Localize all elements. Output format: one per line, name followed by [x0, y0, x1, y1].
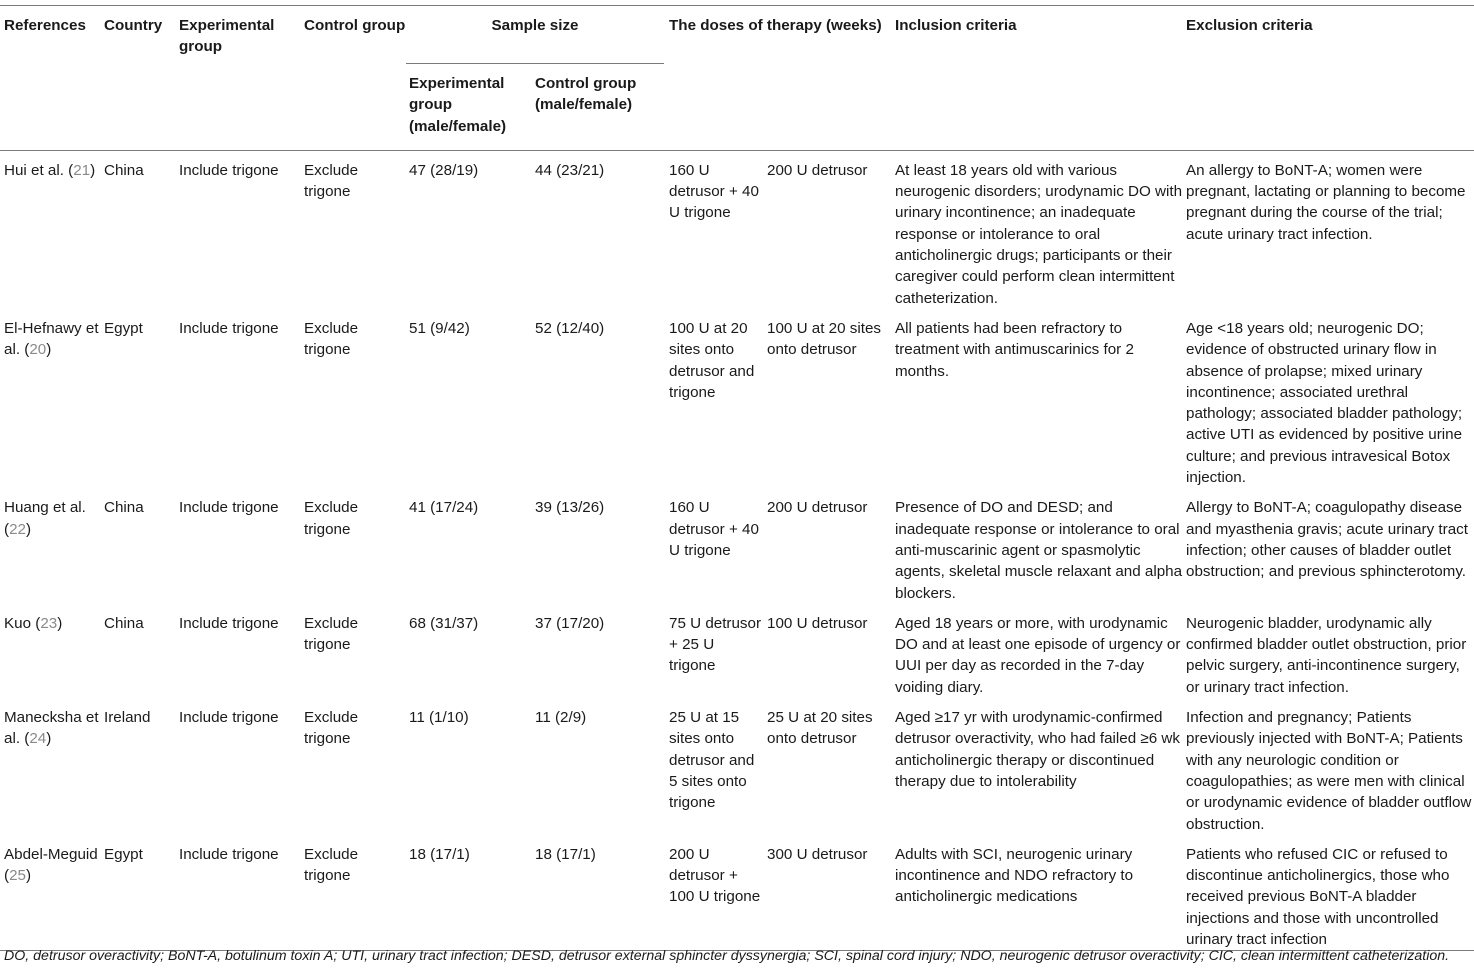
- cell-country: China: [104, 499, 144, 517]
- cell-reference: [0, 309, 100, 488]
- cell-sample-experimental: 47 (28/19): [409, 161, 479, 179]
- cell-dose-experimental: 160 U detrusor + 40 U trigone: [669, 161, 759, 222]
- cell-experimental-group: Include trigone: [179, 161, 279, 179]
- reference-number-link[interactable]: 23: [40, 614, 58, 632]
- table-row: [0, 604, 1474, 698]
- reference-number-link[interactable]: 24: [29, 730, 47, 748]
- header-country: Country: [100, 6, 175, 150]
- cell-sample-control: 11 (2/9): [535, 709, 587, 727]
- reference-close: ): [25, 520, 32, 538]
- cell-reference: [0, 698, 100, 835]
- cell-country: Egypt: [104, 845, 143, 863]
- header-references: References: [0, 6, 100, 150]
- reference-name: El-Hefnawy et al. (: [4, 319, 99, 359]
- cell-reference: [0, 150, 100, 309]
- cell-dose-control: 25 U at 20 sites onto detrusor: [767, 709, 873, 748]
- cell-dose-control: 200 U detrusor: [767, 161, 868, 179]
- reference-close: ): [57, 614, 63, 632]
- cell-country: China: [104, 614, 144, 632]
- header-inclusion: Inclusion criteria: [892, 6, 1183, 150]
- table-row: [0, 698, 1474, 835]
- table-row: [0, 150, 1474, 309]
- data-table: [0, 5, 1474, 951]
- cell-control-group: Exclude trigone: [304, 161, 359, 201]
- header-sub-control: Control group (male/female): [535, 75, 637, 114]
- table-row: [0, 309, 1474, 488]
- header-experimental-group: Experimental group: [175, 6, 300, 150]
- cell-inclusion: Aged ≥17 yr with urodynamic-confirmed detrusor overactivity, who had failed ≥6 wk anticholinergic therapy or discontinued therapy due to intolerability: [895, 709, 1180, 790]
- cell-control-group: Exclude trigone: [304, 499, 359, 538]
- cell-experimental-group: Include trigone: [179, 319, 279, 337]
- cell-control-group: Exclude trigone: [304, 614, 359, 654]
- cell-exclusion: Patients who refused CIC or refused to discontinue anticholinergics, those who received previous BoNT-A bladder injections and those with uncontrolled urinary tract infection: [1186, 845, 1450, 948]
- reference-number-link[interactable]: 21: [73, 161, 91, 179]
- cell-control-group: Exclude trigone: [304, 845, 359, 885]
- table-footnote: DO, detrusor overactivity; BoNT-A, botulinum toxin A; UTI, urinary tract infection; DESD, detrusor external sphincter dyssynergia; SCI, spinal cord injury; NDO, neurogenic detrusor overactivity; CIC, clean intermittent catheterization.: [4, 948, 1450, 964]
- header-control-group: Control group: [300, 6, 406, 150]
- reference-name: Kuo (: [4, 614, 41, 632]
- cell-sample-control: 37 (17/20): [535, 614, 605, 632]
- cell-reference: [0, 604, 100, 698]
- reference-name: Abdel-Meguid (: [4, 845, 98, 885]
- cell-sample-experimental: 18 (17/1): [409, 845, 470, 863]
- table-row: [0, 488, 1474, 603]
- cell-control-group: Exclude trigone: [304, 319, 359, 359]
- header-sample-size: Sample size: [406, 6, 664, 64]
- reference-name: Huang et al. (: [4, 499, 86, 538]
- reference-number-link[interactable]: 22: [9, 520, 26, 538]
- cell-dose-control: 300 U detrusor: [767, 845, 868, 863]
- cell-exclusion: Neurogenic bladder, urodynamic ally confirmed bladder outlet obstruction, prior pelvic surgery, anti-incontinence surgery, or urinary tract infection.: [1186, 614, 1467, 696]
- cell-experimental-group: Include trigone: [179, 709, 279, 727]
- cell-dose-control: 200 U detrusor: [767, 499, 868, 517]
- cell-reference: [0, 835, 100, 950]
- cell-sample-experimental: 68 (31/37): [409, 614, 479, 632]
- cell-exclusion: Allergy to BoNT-A; coagulopathy disease and myasthenia gravis; acute urinary tract infection; other causes of bladder outlet obstruction; and previous sphincterotomy.: [1186, 499, 1468, 581]
- cell-dose-experimental: 100 U at 20 sites onto detrusor and trigone: [669, 319, 755, 401]
- cell-reference: [0, 488, 100, 603]
- cell-inclusion: Presence of DO and DESD; and inadequate response or intolerance to oral anti-muscarinic agent or spasmolytic agents, skeletal muscle relaxant and alpha blockers.: [895, 499, 1183, 602]
- cell-inclusion: At least 18 years old with various neurogenic disorders; urodynamic DO with urinary incontinence; an inadequate response or intolerance to oral anticholinergic drugs; participants or their caregiver could perform clean intermittent catheterization.: [895, 161, 1183, 307]
- cell-dose-experimental: 25 U at 15 sites onto detrusor and 5 sites onto trigone: [669, 709, 755, 812]
- cell-inclusion: Adults with SCI, neurogenic urinary incontinence and NDO refractory to anticholinergic medications: [895, 845, 1134, 906]
- reference-number-link[interactable]: 20: [29, 341, 47, 359]
- cell-country: Ireland: [104, 709, 151, 727]
- cell-control-group: Exclude trigone: [304, 709, 359, 748]
- header-row: [0, 6, 1474, 64]
- cell-experimental-group: Include trigone: [179, 845, 279, 863]
- cell-experimental-group: Include trigone: [179, 614, 279, 632]
- cell-dose-experimental: 75 U detrusor + 25 U trigone: [669, 614, 762, 675]
- reference-number-link[interactable]: 25: [9, 867, 26, 885]
- reference-close: ): [25, 867, 32, 885]
- cell-dose-experimental: 160 U detrusor + 40 U trigone: [669, 499, 759, 559]
- cell-sample-experimental: 51 (9/42): [409, 319, 470, 337]
- reference-close: ): [90, 161, 96, 179]
- cell-sample-control: 18 (17/1): [535, 845, 596, 863]
- header-doses: The doses of therapy (weeks): [664, 6, 892, 150]
- cell-sample-experimental: 41 (17/24): [409, 499, 479, 517]
- cell-exclusion: Age <18 years old; neurogenic DO; evidence of obstructed urinary flow in absence of prolapse; mixed urinary incontinence; associated urethral pathology; associated bladder pathology; active UTI as evidenced by positive urine culture; and previous intravesical Botox injection.: [1186, 319, 1463, 487]
- cell-sample-control: 44 (23/21): [535, 161, 605, 179]
- cell-sample-experimental: 11 (1/10): [409, 709, 469, 727]
- cell-country: China: [104, 161, 144, 179]
- cell-exclusion: Infection and pregnancy; Patients previously injected with BoNT-A; Patients with any neurologic condition or coagulopathies; as were men with clinical or urodynamic evidence of bladder outflow obstruction.: [1186, 709, 1472, 833]
- cell-sample-control: 52 (12/40): [535, 319, 605, 337]
- cell-experimental-group: Include trigone: [179, 499, 279, 517]
- reference-close: ): [46, 730, 52, 748]
- cell-dose-control: 100 U at 20 sites onto detrusor: [767, 319, 881, 359]
- cell-country: Egypt: [104, 319, 143, 337]
- reference-name: Manecksha et al. (: [4, 709, 99, 748]
- cell-inclusion: Aged 18 years or more, with urodynamic DO and at least one episode of urgency or UUI per day as recorded in the 7-day voiding diary.: [895, 614, 1181, 696]
- header-sub-experimental: Experimental group (male/female): [409, 75, 507, 135]
- cell-sample-control: 39 (13/26): [535, 499, 605, 517]
- cell-inclusion: All patients had been refractory to treatment with antimuscarinics for 2 months.: [895, 319, 1134, 380]
- header-exclusion: Exclusion criteria: [1183, 6, 1474, 150]
- reference-name: Hui et al. (: [4, 161, 74, 179]
- cell-exclusion: An allergy to BoNT-A; women were pregnant, lactating or planning to become pregnant during the course of the trial; acute urinary tract infection.: [1186, 161, 1466, 243]
- cell-dose-control: 100 U detrusor: [767, 614, 868, 632]
- table-row: [0, 835, 1474, 950]
- cell-dose-experimental: 200 U detrusor + 100 U trigone: [669, 845, 761, 906]
- reference-close: ): [46, 341, 52, 359]
